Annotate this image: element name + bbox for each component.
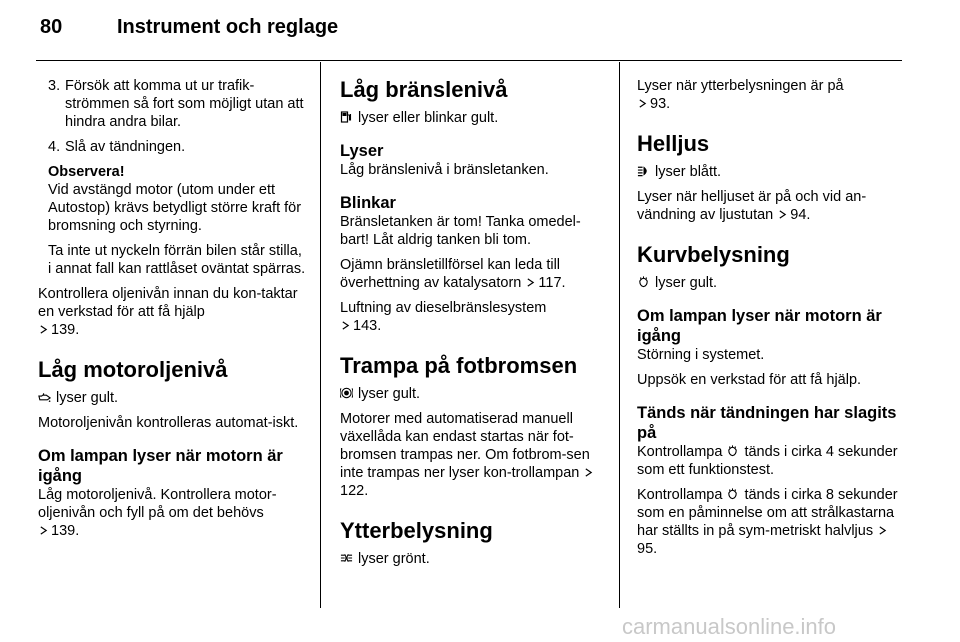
lamp-status: lyser eller blinkar gult. — [358, 110, 499, 126]
note-box — [38, 163, 308, 278]
paragraph-text: tänds i cirka 4 sekunder som ett funktionstest. — [637, 444, 898, 478]
page-reference[interactable]: 95. — [637, 541, 658, 557]
paragraph — [637, 443, 905, 479]
page-title: Instrument och reglage — [117, 16, 339, 38]
fuel-pump-icon — [340, 111, 353, 123]
section-heading: Trampa på fotbromsen — [340, 353, 578, 378]
section-heading: Helljus — [637, 131, 710, 156]
paragraph — [637, 188, 905, 224]
paragraph — [340, 550, 608, 568]
page-reference[interactable]: 94. — [790, 207, 811, 223]
paragraph — [340, 410, 608, 500]
subheading: Om lampan lyser när motorn är igång — [38, 447, 283, 485]
paragraph-text: Kontrollampa — [637, 444, 723, 460]
paragraph-text: Kontrollampa — [637, 487, 723, 503]
paragraph: Uppsök en verkstad för att få hjälp. — [637, 372, 862, 388]
subheading: Lyser — [340, 142, 384, 160]
lamp-status: lyser gult. — [56, 390, 119, 406]
paragraph — [38, 486, 308, 540]
column-2 — [340, 77, 608, 575]
subheading: Tänds när tändningen har slagits på — [637, 404, 897, 442]
paragraph-text: Motorer med automatiserad manuell växellåda kan endast startas när fot-bromsen trampas ner. Om fotbrom-sen inte trampas ner lyser kon-trollampan — [340, 411, 590, 481]
cross-reference-icon — [526, 278, 535, 287]
paragraph — [340, 299, 608, 335]
page-reference[interactable]: 93. — [650, 96, 671, 112]
list-number: 3. — [48, 78, 61, 94]
watermark[interactable]: carmanualsonline.info — [622, 614, 837, 639]
cross-reference-icon — [584, 468, 593, 477]
curve-light-icon — [726, 445, 739, 457]
exterior-light-icon — [340, 552, 353, 564]
section-heading: Ytterbelysning — [340, 518, 493, 543]
cross-reference-icon — [638, 99, 647, 108]
paragraph-text: Ojämn bränsletillförsel kan leda till överhettning av katalysatorn — [340, 257, 561, 291]
paragraph-text: Luftning av dieselbränslesystem — [340, 300, 547, 316]
paragraph-text: Lyser när ytterbelysningen är på — [637, 78, 844, 94]
paragraph — [340, 109, 608, 127]
cross-reference-icon — [341, 321, 350, 330]
paragraph — [340, 385, 608, 403]
paragraph — [637, 486, 905, 558]
paragraph: Motoroljenivån kontrolleras automat-iskt. — [38, 415, 299, 431]
section-heading: Låg bränslenivå — [340, 77, 508, 102]
column-1 — [38, 77, 308, 547]
page-reference[interactable]: 117. — [538, 275, 566, 291]
cross-reference-icon — [778, 210, 787, 219]
page-number: 80 — [40, 16, 63, 38]
high-beam-icon — [637, 165, 650, 177]
paragraph-text: Låg motoroljenivå. Kontrollera motor-oljenivån och fyll på om det behövs — [38, 487, 277, 521]
paragraph — [38, 389, 308, 407]
page-reference[interactable]: 122. — [340, 483, 369, 499]
paragraph — [340, 256, 608, 292]
subheading: Om lampan lyser när motorn är igång — [637, 307, 882, 345]
lamp-status: lyser gult. — [358, 386, 421, 402]
list-text: Slå av tändningen. — [65, 139, 186, 155]
note-paragraph: Ta inte ut nyckeln förrän bilen står stilla, i annat fall kan rattlåset oväntat spärras. — [48, 243, 306, 277]
paragraph: Låg bränslenivå i bränsletanken. — [340, 162, 549, 178]
note-title: Observera! — [48, 164, 125, 180]
section-heading: Låg motoroljenivå — [38, 357, 228, 382]
cross-reference-icon — [39, 526, 48, 535]
lamp-status: lyser blått. — [655, 164, 722, 180]
cross-reference-icon — [878, 526, 887, 535]
paragraph-text: Kontrollera oljenivån innan du kon-taktar en verkstad för att få hjälp — [38, 286, 298, 320]
cross-reference-icon — [39, 325, 48, 334]
lamp-status: lyser gult. — [655, 275, 718, 291]
page-reference[interactable]: 143. — [353, 318, 382, 334]
lamp-status: lyser grönt. — [358, 551, 430, 567]
list-number: 4. — [48, 139, 61, 155]
paragraph — [38, 285, 308, 339]
paragraph: Bränsletanken är tom! Tanka omedel-bart! Låt aldrig tanken bli tom. — [340, 214, 581, 248]
note-paragraph: Vid avstängd motor (utom under ett Autostop) krävs betydligt större kraft för bromsning och styrning. — [48, 182, 302, 234]
oil-can-icon — [38, 391, 51, 403]
paragraph: Störning i systemet. — [637, 347, 765, 363]
column-divider-right — [619, 62, 620, 608]
section-heading: Kurvbelysning — [637, 242, 790, 267]
paragraph — [637, 274, 905, 292]
list-text: Försök att komma ut ur trafik-strömmen så fort som möjligt utan att hindra andra bilar. — [65, 78, 304, 130]
paragraph-text: Lyser när helljuset är på och vid an-vändning av ljustutan — [637, 189, 867, 223]
brake-pedal-icon — [340, 387, 353, 399]
list-item — [38, 77, 308, 131]
curve-light-icon — [726, 488, 739, 500]
page-reference[interactable]: 139. — [51, 523, 80, 539]
paragraph — [637, 163, 905, 181]
page-reference[interactable]: 139. — [51, 322, 80, 338]
curve-light-icon — [637, 276, 650, 288]
column-divider-left — [320, 62, 321, 608]
subheading: Blinkar — [340, 194, 396, 212]
page-header — [0, 0, 960, 58]
paragraph — [637, 77, 905, 113]
list-item — [38, 138, 308, 156]
paragraph-text: tänds i cirka 8 sekunder som en påminnelse om att strålkastarna har ställts in på sym-metriskt halvljus — [637, 487, 898, 539]
column-3 — [637, 77, 905, 565]
header-rule — [36, 60, 902, 61]
